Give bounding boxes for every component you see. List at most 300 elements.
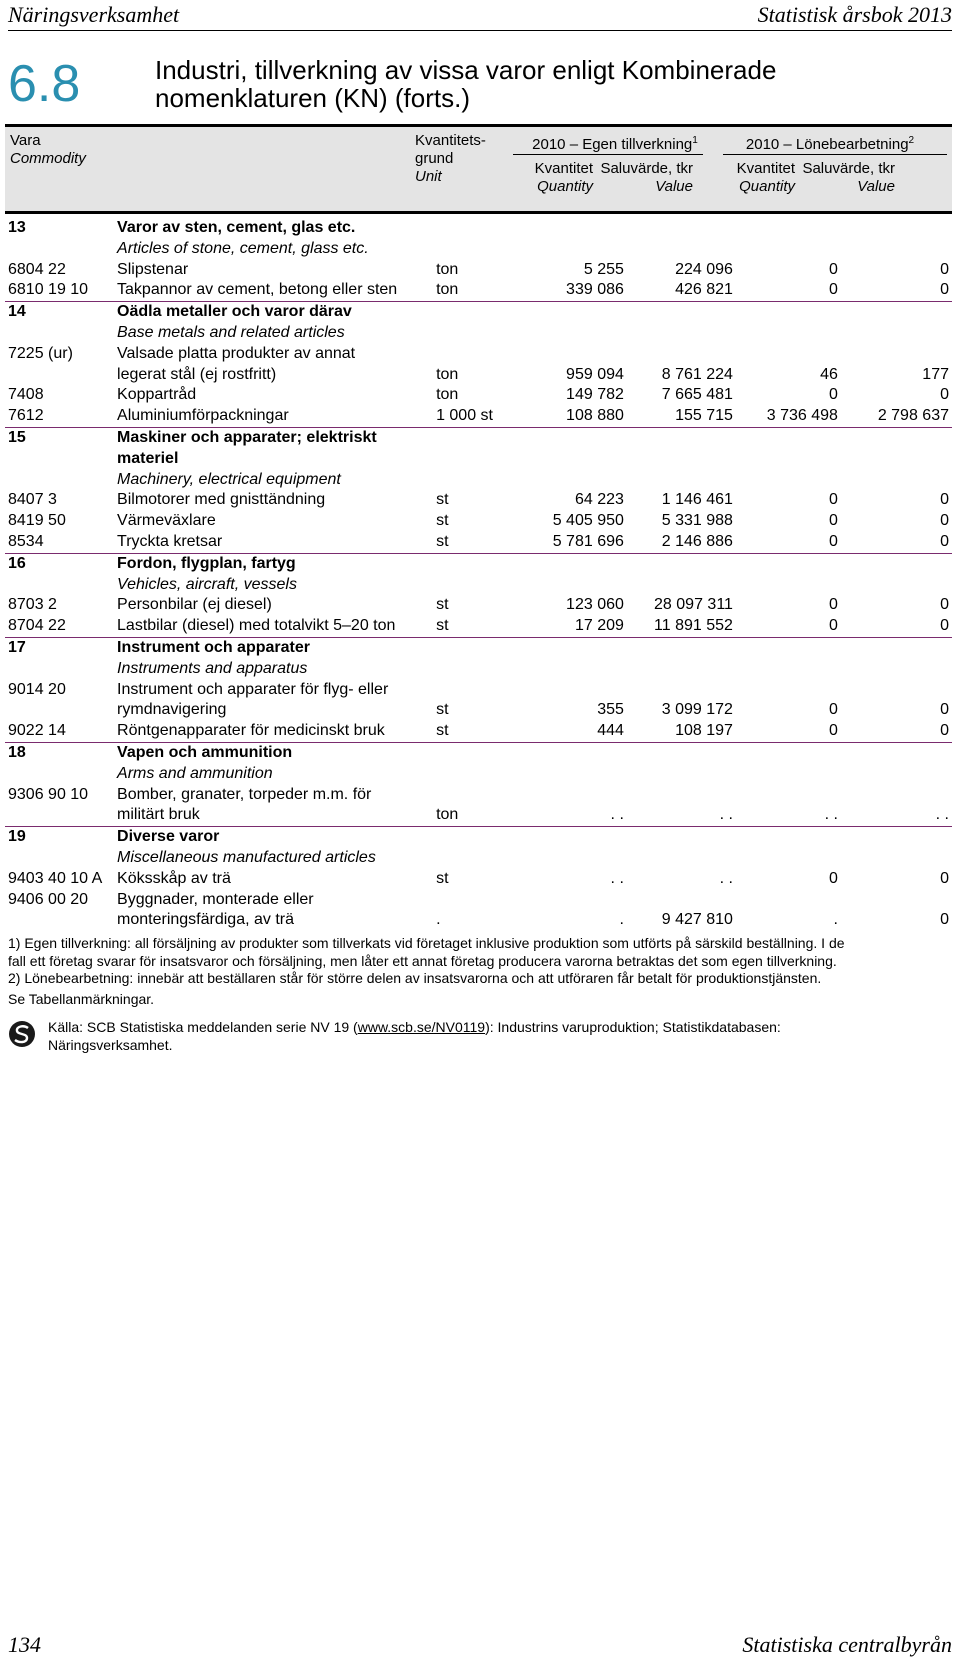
qty-own-cell: [540, 764, 627, 785]
code-cell: [5, 659, 114, 680]
qty-processing-cell: 0: [736, 616, 841, 637]
code-cell: 17: [8, 638, 26, 656]
unit-cell: [433, 742, 540, 763]
desc-cell: Personbilar (ej diesel): [117, 596, 272, 614]
qty-own-cell: [540, 785, 627, 806]
table-row: [5, 595, 952, 616]
qty-processing-cell: [736, 323, 841, 344]
header-val1: Saluvärde, tkr Value: [600, 160, 693, 195]
code-cell: 7408: [8, 386, 44, 404]
qty-processing-cell: 0: [736, 532, 841, 553]
qty-own-cell: 108 880: [540, 406, 627, 427]
desc-cell: Röntgenapparater för medicinskt bruk: [114, 721, 433, 742]
qty-own-cell: [540, 449, 627, 470]
qty-own-cell: [540, 848, 627, 869]
desc-cell: Fordon, flygplan, fartyg: [117, 554, 296, 572]
header-group1-rule: [513, 154, 703, 155]
table-row: [5, 680, 952, 701]
running-head-right: Statistisk årsbok 2013: [757, 2, 952, 27]
desc-cell: Bilmotorer med gnisttändning: [117, 491, 326, 509]
chapter-title-line2: nomenklaturen (KN) (forts.): [155, 83, 470, 113]
desc-cell: Lastbilar (diesel) med totalvikt 5–20 ton: [114, 616, 433, 637]
qty-processing-cell: [736, 637, 841, 658]
code-cell: 19: [8, 828, 26, 846]
desc-cell: Valsade platta produkter av annat: [117, 344, 356, 362]
section-row: [5, 449, 952, 470]
code-cell: 7612: [5, 406, 114, 427]
value-processing-cell: . .: [841, 805, 952, 826]
value-own-cell: [627, 449, 736, 470]
table-row: [5, 700, 952, 721]
qty-processing-cell: [736, 449, 841, 470]
desc-cell: Vapen och ammunition: [117, 743, 293, 761]
desc-cell: Miscellaneous manufactured articles: [117, 848, 376, 866]
qty-processing-cell: 0: [736, 721, 841, 742]
qty-own-cell: 149 782: [566, 386, 624, 404]
qty-processing-cell: [736, 575, 841, 596]
code-cell: 9014 20: [8, 680, 66, 698]
qty-own-cell: [540, 239, 627, 260]
value-processing-cell: [841, 785, 952, 806]
table-body: [5, 218, 952, 931]
unit-cell: [433, 659, 540, 680]
value-own-cell: 155 715: [627, 406, 736, 427]
table-row: [5, 616, 952, 637]
unit-cell: [433, 764, 540, 785]
unit-cell: st: [436, 701, 449, 719]
header-unit-en: Unit: [415, 168, 442, 185]
footnote-see: Se Tabellanmärkningar.: [8, 990, 155, 1007]
qty-own-cell: [540, 470, 627, 491]
table-row: [5, 490, 952, 511]
value-own-cell: [627, 890, 736, 911]
qty-processing-cell: [736, 302, 841, 323]
table-row: [5, 805, 952, 826]
qty-processing-cell: [736, 764, 841, 785]
desc-cell: Aluminiumförpackningar: [114, 406, 433, 427]
desc-cell: Koppartråd: [117, 386, 197, 404]
table-row: [5, 785, 952, 806]
desc-cell: Köksskåp av trä: [117, 869, 231, 887]
code-cell: 16: [8, 554, 26, 572]
qty-processing-cell: .: [833, 911, 838, 929]
code-cell: 9022 14: [5, 721, 114, 742]
value-own-cell: [627, 575, 736, 596]
desc-cell: Machinery, electrical equipment: [117, 470, 341, 488]
code-cell: [5, 365, 114, 386]
unit-cell: ton: [433, 805, 540, 826]
value-processing-cell: 0: [940, 260, 949, 278]
desc-cell: Oädla metaller och varor därav: [117, 303, 352, 321]
table-row: [5, 869, 952, 890]
code-cell: 13: [8, 219, 26, 236]
value-own-cell: 28 097 311: [654, 596, 733, 614]
value-processing-cell: [841, 637, 952, 658]
qty-processing-cell: [736, 827, 841, 848]
unit-cell: [433, 427, 540, 448]
header-commodity: Commodity: [10, 150, 86, 167]
desc-cell: legerat stål (ej rostfritt): [117, 365, 277, 383]
footnotes: [8, 935, 948, 1008]
qty-processing-cell: 0: [829, 596, 838, 614]
value-own-cell: [627, 239, 736, 260]
qty-processing-cell: [736, 239, 841, 260]
section-row: [5, 553, 952, 574]
value-own-cell: 2 146 886: [627, 532, 736, 553]
code-cell: 18: [8, 743, 26, 761]
qty-processing-cell: 0: [829, 491, 838, 509]
table-row: [5, 344, 952, 365]
value-processing-cell: [841, 344, 952, 365]
unit-cell: st: [433, 616, 540, 637]
code-cell: 9306 90 10: [8, 785, 89, 803]
desc-cell: materiel: [117, 449, 179, 467]
value-processing-cell: 0: [940, 596, 949, 614]
code-cell: [5, 323, 114, 344]
qty-processing-cell: [736, 742, 841, 763]
value-own-cell: [627, 553, 736, 574]
table-row: [5, 721, 952, 742]
running-head: [8, 0, 952, 31]
value-processing-cell: [841, 323, 952, 344]
unit-cell: .: [436, 911, 441, 929]
value-own-cell: . .: [719, 869, 733, 887]
unit-cell: [433, 890, 540, 911]
code-cell: 8534: [5, 532, 114, 553]
value-processing-cell: 2 798 637: [841, 406, 952, 427]
desc-cell: Byggnader, monterade eller: [117, 890, 314, 908]
qty-processing-cell: [736, 659, 841, 680]
desc-cell: Instrument och apparater: [117, 638, 310, 656]
qty-own-cell: 5 255: [583, 260, 624, 278]
table-row: [5, 260, 952, 281]
value-processing-cell: [841, 239, 952, 260]
qty-own-cell: 444: [540, 721, 627, 742]
value-own-cell: [627, 764, 736, 785]
section-row: [5, 637, 952, 658]
value-processing-cell: 0: [940, 701, 949, 719]
code-cell: [5, 449, 114, 470]
qty-processing-cell: 46: [820, 365, 838, 383]
unit-cell: [433, 302, 540, 323]
footnote-1a: 1) Egen tillverkning: all försäljning av produkter som tillverkats vid företaget inklusive produktion som utförts på särskild beställning. I de: [8, 935, 845, 951]
value-processing-cell: [841, 680, 952, 701]
section-english-row: [5, 764, 952, 785]
qty-processing-cell: 0: [829, 512, 838, 530]
unit-cell: [433, 218, 540, 239]
desc-cell: Tryckta kretsar: [114, 532, 433, 553]
qty-processing-cell: [736, 553, 841, 574]
table-row: [5, 910, 952, 931]
value-processing-cell: [841, 575, 952, 596]
qty-processing-cell: [736, 680, 841, 701]
value-own-cell: 1 146 461: [661, 491, 733, 509]
value-own-cell: 9 427 810: [661, 911, 733, 929]
section-english-row: [5, 575, 952, 596]
value-own-cell: [627, 344, 736, 365]
desc-cell: Diverse varor: [117, 828, 220, 846]
qty-processing-cell: [736, 470, 841, 491]
value-processing-cell: 0: [940, 386, 949, 404]
desc-cell: Bomber, granater, torpeder m.m. för: [117, 785, 372, 803]
section-row: [5, 302, 952, 323]
section-row: [5, 218, 952, 239]
value-own-cell: . .: [627, 805, 736, 826]
value-processing-cell: 0: [940, 512, 949, 530]
table-row: [5, 532, 952, 553]
table-row: [5, 385, 952, 406]
code-cell: [5, 805, 114, 826]
value-processing-cell: [841, 553, 952, 574]
header-group-processing: 2010 – Lönebearbetning$^2$: [745, 135, 915, 153]
unit-cell: st: [433, 721, 540, 742]
value-own-cell: [627, 218, 736, 239]
header-unit-sv1: Kvantitets-: [415, 132, 486, 149]
section-english-row: [5, 470, 952, 491]
table-row: [5, 280, 952, 301]
section-row: [5, 827, 952, 848]
desc-cell: Instruments and apparatus: [117, 659, 308, 677]
value-processing-cell: [841, 302, 952, 323]
section-english-row: [5, 848, 952, 869]
code-cell: 8419 50: [8, 512, 66, 530]
unit-cell: [433, 239, 540, 260]
value-own-cell: [627, 637, 736, 658]
unit-cell: ton: [433, 280, 540, 301]
code-cell: [5, 764, 114, 785]
value-processing-cell: 0: [940, 869, 949, 887]
qty-own-cell: [540, 637, 627, 658]
value-own-cell: [627, 470, 736, 491]
value-processing-cell: [841, 218, 952, 239]
qty-own-cell: [540, 323, 627, 344]
qty-own-cell: . .: [610, 869, 624, 887]
unit-cell: [433, 827, 540, 848]
value-processing-cell: 0: [841, 721, 952, 742]
qty-own-cell: [540, 427, 627, 448]
qty-processing-cell: 0: [829, 701, 838, 719]
scb-source-icon: [8, 1020, 36, 1048]
unit-cell: [433, 323, 540, 344]
running-head-left: Näringsverksamhet: [8, 2, 180, 27]
value-own-cell: [627, 427, 736, 448]
value-own-cell: [627, 680, 736, 701]
unit-cell: [433, 449, 540, 470]
qty-own-cell: [540, 302, 627, 323]
unit-cell: st: [436, 869, 449, 887]
header-qty1: Kvantitet Quantity: [534, 160, 593, 195]
desc-cell: Vehicles, aircraft, vessels: [117, 575, 297, 593]
value-processing-cell: 0: [841, 616, 952, 637]
value-own-cell: 426 821: [627, 280, 736, 301]
unit-cell: [433, 553, 540, 574]
value-own-cell: [627, 827, 736, 848]
desc-cell: Maskiner och apparater; elektriskt: [117, 428, 377, 446]
value-processing-cell: [841, 470, 952, 491]
qty-own-cell: 959 094: [566, 365, 624, 383]
qty-processing-cell: [736, 344, 841, 365]
value-own-cell: [627, 848, 736, 869]
qty-own-cell: [540, 553, 627, 574]
desc-cell: Articles of stone, cement, glass etc.: [117, 239, 369, 257]
qty-processing-cell: 0: [829, 260, 838, 278]
value-processing-cell: [841, 427, 952, 448]
unit-cell: ton: [436, 260, 459, 278]
desc-cell: militärt bruk: [114, 805, 433, 826]
header-unit-sv2: grund: [415, 150, 454, 167]
value-own-cell: [627, 659, 736, 680]
header-vara: Vara: [10, 132, 41, 149]
page-number: 134: [8, 1632, 41, 1657]
section-row: [5, 742, 952, 763]
unit-cell: [433, 637, 540, 658]
qty-own-cell: .: [619, 911, 624, 929]
code-cell: 9403 40 10 A: [8, 869, 103, 887]
value-own-cell: 8 761 224: [661, 365, 733, 383]
section-row: [5, 427, 952, 448]
qty-own-cell: [540, 827, 627, 848]
value-own-cell: [627, 742, 736, 763]
qty-processing-cell: [736, 218, 841, 239]
qty-own-cell: . .: [540, 805, 627, 826]
section-english-row: [5, 659, 952, 680]
code-cell: 6810 19 10: [5, 280, 114, 301]
qty-own-cell: [540, 680, 627, 701]
table-row: [5, 365, 952, 386]
chapter-title-line1: Industri, tillverkning av vissa varor enligt Kombinerade: [155, 55, 777, 85]
table-row: [5, 406, 952, 427]
value-own-cell: [627, 785, 736, 806]
value-processing-cell: [841, 449, 952, 470]
qty-own-cell: [540, 659, 627, 680]
qty-processing-cell: 0: [829, 386, 838, 404]
value-processing-cell: [841, 890, 952, 911]
qty-processing-cell: [736, 427, 841, 448]
value-own-cell: 7 665 481: [661, 386, 733, 404]
publisher-name: Statistiska centralbyrån: [742, 1632, 952, 1657]
qty-processing-cell: [736, 890, 841, 911]
value-processing-cell: [841, 827, 952, 848]
code-cell: 8407 3: [8, 491, 57, 509]
desc-cell: Slipstenar: [117, 260, 189, 278]
desc-cell: rymdnavigering: [117, 701, 227, 719]
qty-own-cell: 64 223: [574, 491, 624, 509]
header-qty2: Kvantitet Quantity: [736, 160, 795, 195]
table-row: [5, 890, 952, 911]
section-english-row: [5, 323, 952, 344]
unit-cell: st: [433, 532, 540, 553]
qty-own-cell: [540, 742, 627, 763]
footnote-1b: fall ett företag svarar för insatsvaror och försäljning, men låter ett annat företag producera varorna betraktas det som egen tillverkning.: [8, 952, 837, 969]
unit-cell: ton: [436, 365, 459, 383]
qty-processing-cell: 0: [736, 280, 841, 301]
qty-own-cell: 17 209: [540, 616, 627, 637]
qty-processing-cell: . .: [736, 805, 841, 826]
code-cell: 7225 (ur): [8, 344, 73, 362]
unit-cell: st: [436, 512, 449, 530]
value-own-cell: 5 331 988: [661, 512, 733, 530]
header-val2: Saluvärde, tkr Value: [802, 160, 895, 195]
qty-processing-cell: [736, 785, 841, 806]
qty-own-cell: 339 086: [540, 280, 627, 301]
unit-cell: st: [436, 491, 449, 509]
unit-cell: [433, 575, 540, 596]
code-cell: [5, 700, 114, 721]
value-own-cell: 108 197: [627, 721, 736, 742]
code-cell: [5, 239, 114, 260]
desc-cell: Värmeväxlare: [117, 512, 216, 530]
value-processing-cell: 0: [940, 491, 949, 509]
unit-cell: [433, 470, 540, 491]
chapter-number: 6.8: [8, 55, 81, 113]
source-link[interactable]: www.scb.se/NV0119: [357, 1019, 486, 1035]
value-processing-cell: 0: [940, 911, 949, 929]
desc-cell: monteringsfärdiga, av trä: [117, 911, 295, 929]
qty-own-cell: 5 781 696: [540, 532, 627, 553]
qty-own-cell: [540, 344, 627, 365]
qty-own-cell: 123 060: [566, 596, 624, 614]
value-processing-cell: 0: [841, 532, 952, 553]
code-cell: [5, 470, 114, 491]
desc-cell: Instrument och apparater för flyg- eller: [117, 680, 389, 698]
qty-own-cell: [540, 575, 627, 596]
code-cell: 15: [8, 428, 26, 446]
value-processing-cell: [841, 659, 952, 680]
value-processing-cell: 0: [841, 280, 952, 301]
value-processing-cell: 177: [922, 365, 949, 383]
value-own-cell: 11 891 552: [627, 616, 736, 637]
unit-cell: [433, 680, 540, 701]
code-cell: [5, 575, 114, 596]
value-own-cell: 224 096: [675, 260, 733, 278]
source-text: Källa: SCB Statistiska meddelanden serie NV 19 (www.scb.se/NV0119): Industrins varuproduktion; Statistikdatabasen: Näringsverksamhet.: [48, 1019, 781, 1053]
qty-processing-cell: [736, 848, 841, 869]
desc-cell: Base metals and related articles: [117, 323, 345, 341]
value-processing-cell: [841, 742, 952, 763]
value-processing-cell: [841, 848, 952, 869]
qty-own-cell: [540, 218, 627, 239]
unit-cell: [433, 785, 540, 806]
unit-cell: [433, 344, 540, 365]
unit-cell: 1 000 st: [433, 406, 540, 427]
value-own-cell: [627, 323, 736, 344]
header-group2-rule: [723, 154, 947, 155]
section-english-row: [5, 239, 952, 260]
code-cell: 8704 22: [5, 616, 114, 637]
desc-cell: Varor av sten, cement, glas etc.: [117, 219, 356, 236]
qty-own-cell: 355: [597, 701, 624, 719]
code-cell: 9406 00 20: [8, 890, 89, 908]
qty-own-cell: [540, 890, 627, 911]
value-own-cell: 3 099 172: [661, 701, 733, 719]
chapter-title: [155, 56, 815, 112]
footnote-2: 2) Lönebearbetning: innebär att beställaren står för större delen av insatsvarorna och att utföraren får betalt för produktionstjänsten.: [8, 970, 822, 986]
desc-cell: Takpannor av cement, betong eller sten: [114, 280, 433, 301]
code-cell: [5, 848, 114, 869]
qty-processing-cell: 3 736 498: [736, 406, 841, 427]
unit-cell: st: [436, 596, 449, 614]
header-group-own-production: 2010 – Egen tillverkning$^1$: [532, 135, 698, 153]
qty-processing-cell: 0: [829, 869, 838, 887]
qty-own-cell: 5 405 950: [552, 512, 624, 530]
value-processing-cell: [841, 764, 952, 785]
unit-cell: ton: [436, 386, 459, 404]
table-row: [5, 511, 952, 532]
code-cell: [5, 910, 114, 931]
desc-cell: Arms and ammunition: [117, 764, 273, 782]
code-cell: 8703 2: [8, 596, 57, 614]
unit-cell: [433, 848, 540, 869]
